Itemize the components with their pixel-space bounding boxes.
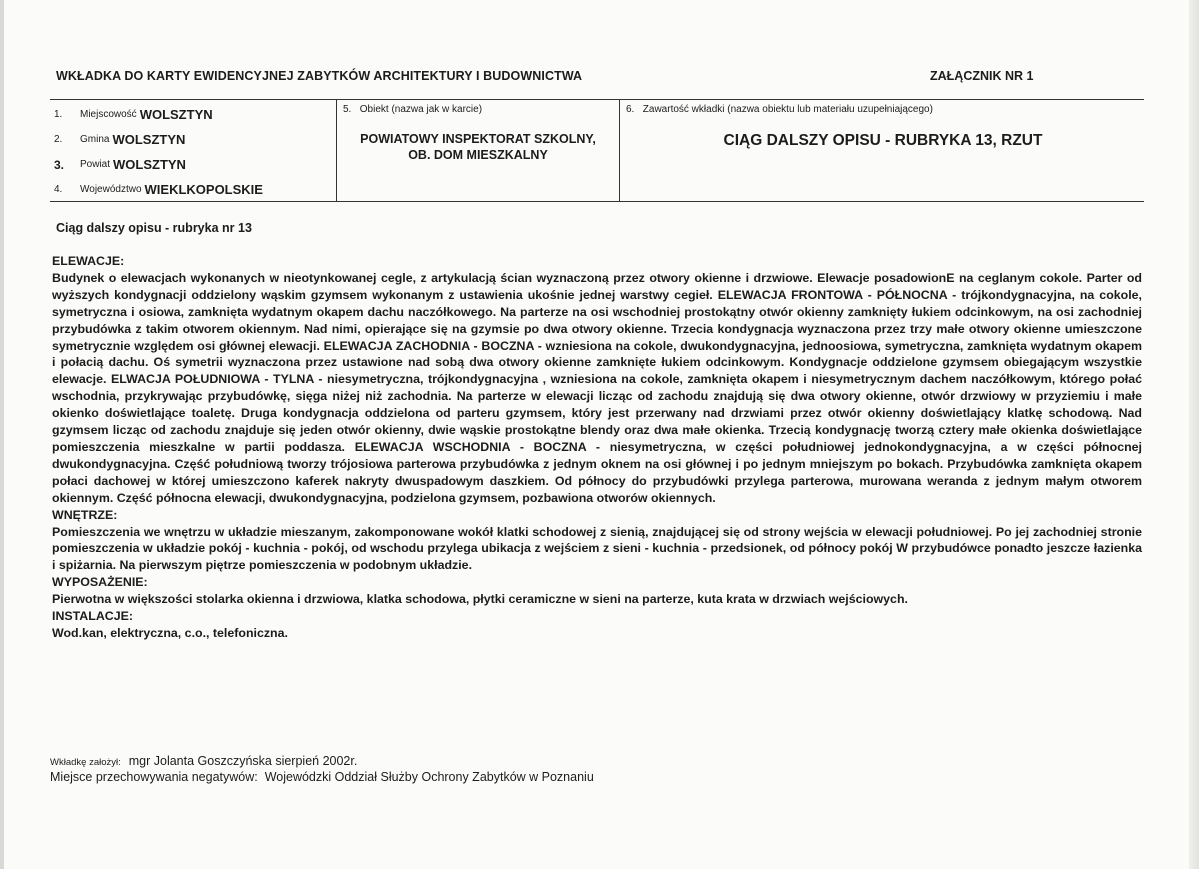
author-line <box>50 754 357 768</box>
section-subtitle: Ciąg dalszy opisu - rubryka nr 13 <box>56 221 252 235</box>
county-value: WOLSZTYN <box>113 157 186 172</box>
form-title: WKŁADKA DO KARTY EWIDENCYJNEJ ZABYTKÓW ARCHITEKTURY I BUDOWNICTWA <box>56 69 583 83</box>
description-body <box>52 253 1142 642</box>
column-divider <box>619 100 620 201</box>
location-column <box>54 102 334 202</box>
field-number: 3. <box>54 157 65 172</box>
installations-text: Wod.kan, elektryczna, c.o., telefoniczna. <box>52 625 288 640</box>
field-number: 1. <box>54 109 63 120</box>
interior-text: Pomieszczenia we wnętrzu w układzie mieszanym, zakomponowane wokół klatki schodowej z sienią, znajdującej się od strony wejścia w elewacji południowej. Po jej zachodniej stronie pomieszczenia w układzie pokój - kuchnia - pokój, od wschodu przylega ubikacja z wejściem z sieni - kuchnia - przedsionek, od północy pokój W przybudówce ponadto jeszcze łazienka i spiżarnia. Na pierwszym piętrze pomieszczenia w podobnym układzie. <box>52 524 1142 573</box>
field-label: Miejscowość <box>80 109 137 120</box>
scan-edge-right <box>1189 0 1199 869</box>
field-number: 2. <box>54 134 63 145</box>
negatives-value: Wojewódzki Oddział Służby Ochrony Zabytków w Poznaniu <box>264 770 594 784</box>
column-divider <box>336 100 337 201</box>
voivodeship-value: WIEKLKOPOLSKIE <box>144 182 263 197</box>
field-number: 6. <box>626 104 635 115</box>
town-value: WOLSZTYN <box>139 107 213 122</box>
equipment-heading: WYPOSAŻENIE: <box>52 575 148 590</box>
negatives-label: Miejsce przechowywania negatywów: <box>50 770 258 784</box>
author-label: Wkładkę założył: <box>50 757 121 768</box>
field-label: Powiat <box>80 159 111 170</box>
elevations-text: Budynek o elewacjach wykonanych w nieotynkowanej cegle, z artykulacją ścian wyznaczoną przez otwory okienne i drzwiowe. Elewacje posadowionE na ceglanym cokole. Parter od wyższych kondygnacji oddzielony wąskim gzymsem wykonanym z ustawienia ukośnie jednej warstwy cegieł. ELEWACJA FRONTOWA - PÓŁNOCNA - trójkondygnacyjna, na cokole, symetryczna i osiowa, zamknięta wydatnym okapem dachu naczółkowego. Na parterze na osi wschodniej prostokątny otwór okienny zamknięty łukiem odcinkowym, na osi zachodniej przybudówka z takim otworem okiennym. Nad nimi, opierające się na gzymsie po dwa otwory okienne. Trzecia kondygnacja wyznaczona przez trzy małe otwory okienne umieszczone symetrycznie względem osi głównej elewacji. ELEWACJA ZACHODNIA - BOCZNA - wzniesiona na cokole, dwukondygnacyjna, jednoosiowa, symetryczna, zamknięta wydatnym okapem i połacią dachu. Oś symetrii wyznaczona przez ustawione nad sobą dwa otwory okienne zamknięte łukiem odcinkowym. Kondygnacje oddzielone gzymsem obiegającym wszystkie elewacje. ELWACJA POŁUDNIOWA - TYLNA - niesymetryczna, trójkondygnacyjna , wzniesiona na cokole, zamknięta okapem i niesymetrycznym dachem naczółkowym, którego połać wschodnia, przykrywając przybudówkę, sięga niżej niż zachodnia. Na parterze w elewacji licząc od zachodu znajdują się dwa otwory okienne, otwór drzwiowy w przyziemiu i małe okienko doświetlające toaletę. Druga kondygnacja oddzielona od parteru gzymsem, który jest przerwany nad drzwiami przez otwór okienny doświetlający klatkę schodową. Nad gzymsem licząc od zachodu znajduje się jeden otwór okienny, dwie wąskie prostokątne blendy oraz dwa małe okienka. Trzecią kondygnację tworzą cztery małe okienka doświetlające pomieszczenia mieszkalne w partii poddasza. ELEWACJA WSCHODNIA - BOCZNA - niesymetryczna, w części południowej jednokondygnacyjna, a w części północnej dwukondygnacyjna. Część południową tworzy trójosiowa parterowa przybudówka z jednym oknem na osi głównej i po jednym mniejszym po bokach. Przybudówka zamknięta okapem połaci dachowej w której umieszczono kaferek nakryty dwuspadowym daszkiem. Od północy do przybudówki przylega parterowa, murowana weranda z jednym małym otworem okiennym. Część północna elewacji, dwukondygnacyjna, podzielona gzymsem, pozbawiona otworów okiennych. <box>52 270 1142 505</box>
annex-label: ZAŁĄCZNIK NR 1 <box>930 69 1034 83</box>
negatives-line <box>50 770 594 784</box>
object-name-line-1: POWIATOWY INSPEKTORAT SZKOLNY, <box>360 132 596 146</box>
contents-column <box>626 104 1140 150</box>
contents-value: CIĄG DALSZY OPISU - RUBRYKA 13, RZUT <box>723 132 1043 149</box>
contents-field-header <box>626 104 1140 115</box>
location-row-county <box>54 152 334 177</box>
author-value: mgr Jolanta Goszczyńska sierpień 2002r. <box>128 754 358 768</box>
object-field-header <box>343 104 613 115</box>
object-name-line-2: OB. DOM MIESZKALNY <box>408 148 548 162</box>
installations-heading: INSTALACJE: <box>52 609 133 624</box>
field-label: Województwo <box>80 184 142 195</box>
object-column <box>343 104 613 163</box>
object-name <box>343 131 613 163</box>
location-row-commune <box>54 127 334 152</box>
identification-table <box>50 99 1144 202</box>
field-number: 4. <box>54 184 63 195</box>
elevations-heading: ELEWACJE: <box>52 254 125 268</box>
location-row-voivodeship <box>54 177 334 202</box>
field-label: Gmina <box>80 134 110 145</box>
scan-edge-left <box>0 0 4 869</box>
field-label: Obiekt (nazwa jak w karcie) <box>359 104 483 115</box>
field-label: Zawartość wkładki (nazwa obiektu lub materiału uzupełniającego) <box>642 104 933 115</box>
interior-heading: WNĘTRZE: <box>52 507 118 522</box>
location-row-town <box>54 102 334 127</box>
equipment-text: Pierwotna w większości stolarka okienna i drzwiowa, klatka schodowa, płytki ceramiczne w sieni na parterze, kuta krata w drzwiach wejściowych. <box>52 592 908 607</box>
field-number: 5. <box>343 104 352 115</box>
commune-value: WOLSZTYN <box>112 132 186 147</box>
